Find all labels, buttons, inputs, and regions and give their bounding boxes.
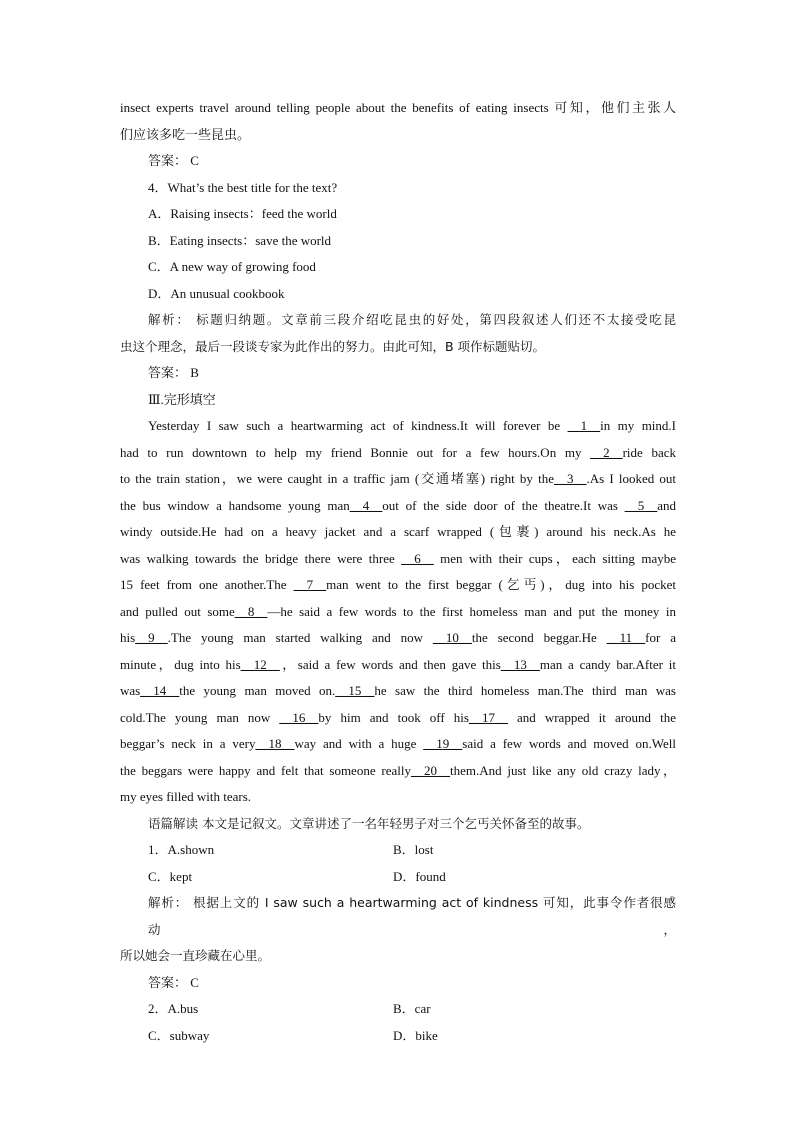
blank: __6__ <box>401 550 434 566</box>
passage-line: had to run downtown to help my friend Bonnie out for a few hours.On my __2__ride back <box>120 444 676 460</box>
explanation-line: 虫这个理念，最后一段谈专家为此作出的努力。由此可知，B 项作标题贴切。 <box>120 338 546 354</box>
passage-line: my eyes filled with tears. <box>120 789 252 804</box>
answer-line: 答案： C <box>148 974 199 990</box>
blank: __17__ <box>468 709 508 725</box>
cloze-passage <box>120 413 676 811</box>
passage-line: the bus window a handsome young man__4__out of the side door of the theatre.It was __5__and <box>120 497 676 513</box>
explanation-line: 们应该多吃一些昆虫。 <box>120 126 251 142</box>
passage-line: 15 feet from one another.The __7__man went to the first beggar (乞丐)，dug into his pocket <box>120 577 676 592</box>
option-c: C．kept <box>148 868 193 884</box>
blank: __3__ <box>553 471 587 486</box>
blank: __5__ <box>624 497 658 513</box>
option-b: B．Eating insects：save the world <box>148 232 332 248</box>
option-d: D．An unusual cookbook <box>148 285 285 301</box>
question-4: 4．What’s the best title for the text? <box>148 179 338 195</box>
explanation-line: 解析： 根据上文的 I saw such a heartwarming act of kindness 可知，此事令作者很感动， <box>148 895 676 937</box>
passage-line: to the train station，we were caught in a traffic jam (交通堵塞) right by the__3__.As I looked out <box>120 471 676 486</box>
options-row <box>120 864 676 891</box>
blank: __15__ <box>335 683 375 698</box>
blank: __7__ <box>293 577 327 592</box>
options-row <box>120 1023 676 1050</box>
passage-line: cold.The young man now __16__by him and took off his__17__ and wrapped it around the <box>120 709 677 725</box>
answer-line: 答案： C <box>148 153 199 168</box>
option-c: C．A new way of growing food <box>148 259 316 274</box>
passage-line: the beggars were happy and felt that someone really__20__them.And just like any old crazy lady， <box>120 762 677 778</box>
blank: __16__ <box>279 709 319 725</box>
blank: __2__ <box>590 444 623 460</box>
passage-line: was__14__the young man moved on.__15__he saw the third homeless man.The third man was <box>120 683 676 698</box>
option-d: D．bike <box>393 1027 438 1043</box>
blank: __13__ <box>500 656 540 672</box>
passage-line: Yesterday I saw such a heartwarming act of kindness.It will forever be __1__in my mind.I <box>148 418 676 433</box>
passage-line: beggar’s neck in a very__18__way and with a huge __19__said a few words and moved on.Well <box>120 736 676 751</box>
options-row <box>120 996 676 1023</box>
blank: __19__ <box>423 736 463 751</box>
passage-line: windy outside.He had on a heavy jacket and a scarf wrapped (包裹) around his neck.As he <box>120 524 676 539</box>
blank: __12__ <box>240 656 280 672</box>
option-d: D．found <box>393 868 446 884</box>
section-title: Ⅲ.完形填空 <box>148 391 216 407</box>
option-a: A．Raising insects：feed the world <box>148 206 337 221</box>
passage-line: was walking towards the bridge there were three __6__ men with their cups，each sitting maybe <box>120 550 676 566</box>
explanation-line: 解析： 标题归纳题。文章前三段介绍吃昆虫的好处，第四段叙述人们还不太接受吃昆 <box>148 312 676 327</box>
blank: __10__ <box>432 630 472 645</box>
option-a: 1．A.shown <box>148 842 215 857</box>
options-row <box>120 837 676 864</box>
blank: __8__ <box>234 603 268 619</box>
document-body <box>120 95 676 1049</box>
blank: __11__ <box>606 630 646 645</box>
reading-note: 语篇解读 本文是记叙文。文章讲述了一名年轻男子对三个乞丐关怀备至的故事。 <box>148 815 590 831</box>
option-b: B．lost <box>393 842 434 857</box>
blank: __1__ <box>567 418 601 433</box>
option-c: C．subway <box>148 1027 210 1043</box>
passage-line: minute，dug into his__12__，said a few words and then gave this__13__man a candy bar.After it <box>120 656 676 672</box>
option-a: 2．A.bus <box>148 1001 199 1016</box>
blank: __4__ <box>349 497 383 513</box>
blank: __9__ <box>135 630 168 645</box>
explanation-line: insect experts travel around telling people about the benefits of eating insects 可知，他们主张人 <box>120 100 676 115</box>
answer-line: 答案： B <box>148 365 199 380</box>
blank: __18__ <box>255 736 295 751</box>
passage-line: and pulled out some__8__—he said a few words to the first homeless man and put the money in <box>120 603 676 619</box>
blank: __14__ <box>140 683 180 698</box>
blank: __20__ <box>410 762 450 778</box>
passage-line: his__9__.The young man started walking and now __10__the second beggar.He __11__for a <box>120 630 676 645</box>
option-b: B．car <box>393 1001 431 1016</box>
explanation-line: 所以她会一直珍藏在心里。 <box>120 948 271 963</box>
